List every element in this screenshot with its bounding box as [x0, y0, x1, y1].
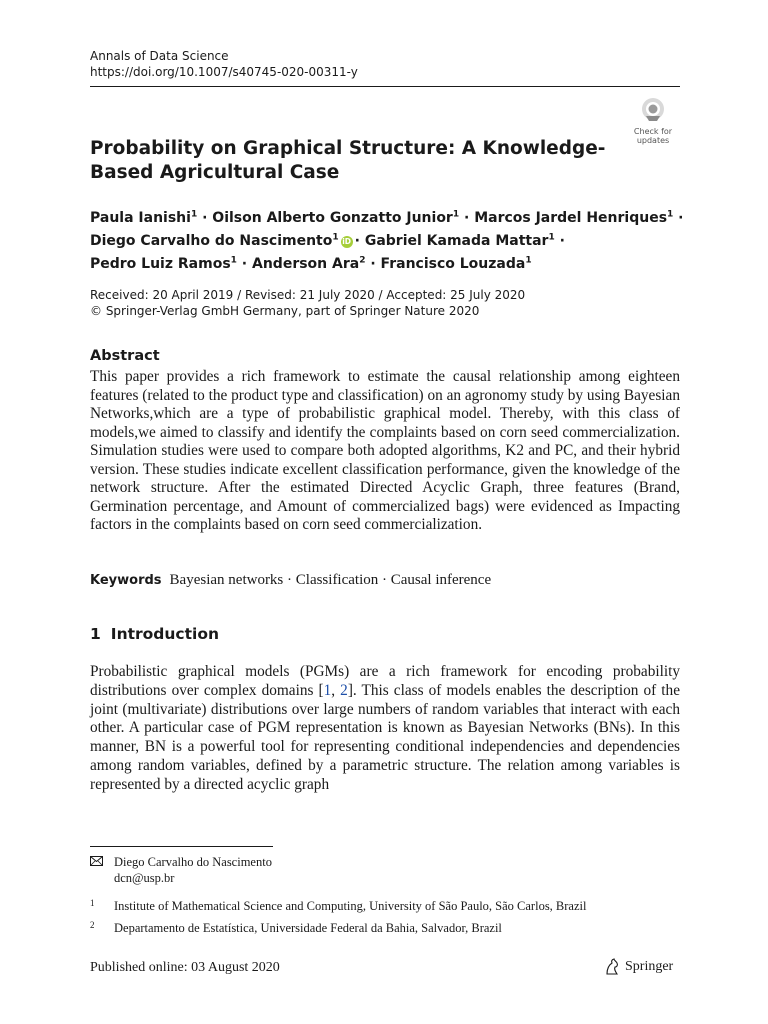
publisher-logo: [604, 958, 673, 976]
affiliation-number: 2: [90, 920, 95, 930]
affiliation-number: 1: [90, 898, 95, 908]
citation-link[interactable]: 2: [340, 681, 348, 699]
affiliation-text: Departamento de Estatística, Universidade Federal da Bahia, Salvador, Brazil: [114, 921, 502, 935]
author-name[interactable]: Paula Ianishi$^1$: [90, 209, 198, 226]
author-list: Paula Ianishi$^1$ · Oilson Alberto Gonzatto Junior$^1$ · Marcos Jardel Henriques$^1$ · Diego Carvalho do Nascimento$^1$ iD · Gabriel Kamada Mattar$^1$ · Pedro Luiz Ramos$^1$ · Anderson Ara$^2$ · Francisco Louzada$^1$: [90, 209, 684, 272]
copyright-notice: © Springer-Verlag GmbH Germany, part of Springer Nature 2020: [90, 304, 480, 318]
article-history: [90, 287, 690, 319]
doi-link[interactable]: https://doi.org/10.1007/s40745-020-00311-y: [90, 65, 358, 79]
intro-paragraph: Probabilistic graphical models (PGMs) are a rich framework for encoding probability distributions over complex domains [1, 2]. This class of models enables the description of the joint (multivariate) distributions over large numbers of random variables that interact with each other. A particular case of PGM representation is known as Bayesian Networks (BNs). In this manner, BN is a powerful tool for representing conditional independencies and dependencies among random variables, defined by a parametric structure. The relation among variables is represented by a directed acyclic graph: [90, 663, 680, 793]
author-name[interactable]: Anderson Ara$^2$: [252, 255, 366, 272]
keywords: [90, 571, 690, 590]
springer-horse-icon: [604, 958, 620, 976]
section-number: 1: [90, 625, 101, 643]
check-for-updates-icon: [627, 97, 679, 123]
citation-link[interactable]: 1: [323, 681, 332, 699]
published-online: Published online: 03 August 2020: [90, 960, 280, 975]
affiliation: [90, 920, 690, 936]
correspondence: [90, 854, 272, 886]
section-title: Introduction: [110, 625, 220, 643]
correspondence-email[interactable]: dcn@usp.br: [114, 871, 175, 885]
paper-title: Probability on Graphical Structure: A Knowledge-Based Agricultural Case: [90, 138, 606, 183]
check-for-updates-line2: updates: [636, 135, 670, 145]
journal-header: [90, 48, 358, 80]
author-name[interactable]: Oilson Alberto Gonzatto Junior$^1$: [212, 209, 460, 226]
correspondence-name: Diego Carvalho do Nascimento: [114, 855, 272, 869]
author-name[interactable]: Marcos Jardel Henriques$^1$: [474, 209, 674, 226]
publisher-name: Springer: [625, 959, 674, 974]
envelope-icon: [90, 856, 103, 866]
affiliation: [90, 898, 690, 914]
author-name[interactable]: Gabriel Kamada Mattar$^1$: [364, 232, 555, 249]
author-name[interactable]: Francisco Louzada$^1$: [380, 255, 532, 272]
author-name[interactable]: Pedro Luiz Ramos$^1$: [90, 255, 237, 272]
affiliation-text: Institute of Mathematical Science and Computing, University of São Paulo, São Carlos, Brazil: [114, 899, 587, 913]
received-revised-accepted: Received: 20 April 2019 / Revised: 21 July 2020 / Accepted: 25 July 2020: [90, 288, 526, 302]
keywords-text: Bayesian networks · Classification · Causal inference: [169, 572, 492, 588]
abstract-text: This paper provides a rich framework to estimate the causal relationship among eighteen features (related to the product type and classification) on an agronomy study by using Bayesian Networks,which are a type of probabilistic graphical model. Thereby, with this class of models,we aimed to classify and identify the complaints based on corn seed commercialization. Simulation studies were used to compare both adopted algorithms, K2 and PC, and their hybrid version. These studies indicate excellent classification performance, given the knowledge of the network structure. After the estimated Directed Acyclic Graph, three features (Brand, Germination percentage, and Amount of commercialized bags) were evidenced as Impacting factors in the complaints based on corn seed commercialization.: [90, 368, 680, 533]
footnote-rule: [90, 846, 273, 847]
orcid-icon[interactable]: iD: [342, 237, 352, 246]
check-for-updates-badge[interactable]: [627, 97, 679, 145]
abstract-heading: Abstract: [90, 348, 160, 364]
keywords-label: Keywords: [90, 573, 162, 588]
section-heading: [90, 625, 229, 643]
check-for-updates-line1: Check for: [633, 127, 673, 136]
author-name[interactable]: Diego Carvalho do Nascimento$^1$: [90, 232, 339, 249]
header-rule: [90, 86, 680, 87]
journal-name: Annals of Data Science: [90, 49, 229, 63]
